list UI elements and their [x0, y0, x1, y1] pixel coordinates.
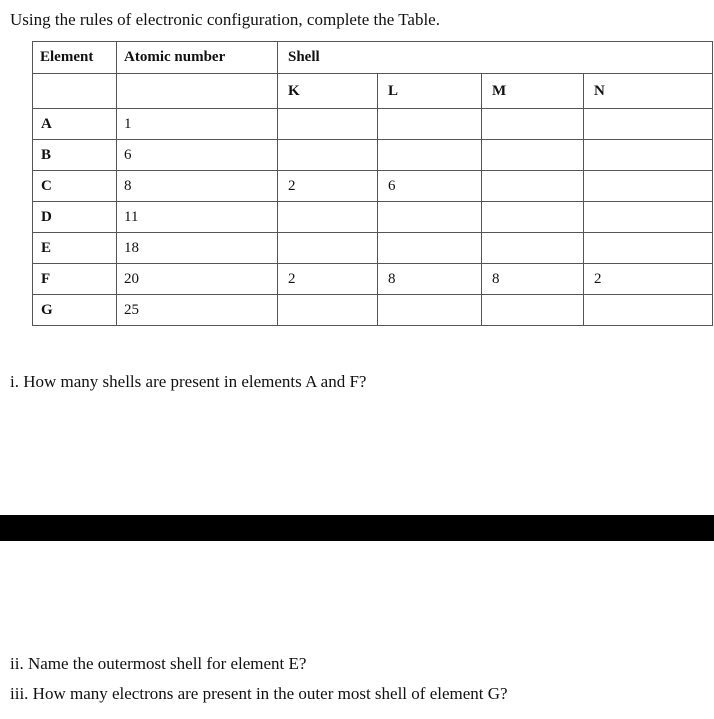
table-row [33, 202, 713, 233]
atomic-number-cell: 18 [117, 233, 278, 264]
atomic-number-cell: 25 [117, 295, 278, 326]
element-cell: D [33, 202, 117, 233]
shell-k-cell: 2 [278, 264, 378, 295]
element-cell: E [33, 233, 117, 264]
atomic-number-cell: 1 [117, 109, 278, 140]
element-cell: C [33, 171, 117, 202]
shell-l-cell [378, 295, 482, 326]
table-row [33, 109, 713, 140]
atomic-number-cell: 8 [117, 171, 278, 202]
atomic-number-column-header: Atomic number [117, 42, 278, 74]
shell-l-cell: 8 [378, 264, 482, 295]
element-cell: B [33, 140, 117, 171]
shell-m-cell: 8 [482, 264, 584, 295]
shell-l-cell [378, 202, 482, 233]
shell-n-cell [584, 140, 713, 171]
shell-n-header: N [584, 74, 713, 109]
element-cell: G [33, 295, 117, 326]
shell-n-cell [584, 202, 713, 233]
shell-column-header: Shell [278, 42, 713, 74]
shell-m-cell [482, 295, 584, 326]
shell-l-cell [378, 233, 482, 264]
table-row [33, 140, 713, 171]
shell-m-cell [482, 140, 584, 171]
shell-m-cell [482, 202, 584, 233]
element-cell: A [33, 109, 117, 140]
shell-m-header: M [482, 74, 584, 109]
atomic-number-cell: 20 [117, 264, 278, 295]
shell-l-cell [378, 109, 482, 140]
instruction-text: Using the rules of electronic configuration, complete the Table. [10, 10, 440, 29]
shell-k-cell: 2 [278, 171, 378, 202]
table-row [33, 295, 713, 326]
shell-k-cell [278, 295, 378, 326]
electronic-configuration-table [32, 41, 713, 326]
shell-l-cell [378, 140, 482, 171]
empty-header-cell [33, 74, 117, 109]
question-2: ii. Name the outermost shell for element E? [10, 654, 307, 673]
atomic-number-cell: 6 [117, 140, 278, 171]
shell-k-cell [278, 140, 378, 171]
shell-n-cell [584, 295, 713, 326]
question-3: iii. How many electrons are present in the outer most shell of element G? [10, 684, 508, 703]
shell-n-cell [584, 109, 713, 140]
question-1: i. How many shells are present in elements A and F? [10, 372, 367, 391]
element-column-header: Element [33, 42, 117, 74]
atomic-number-cell: 11 [117, 202, 278, 233]
shell-m-cell [482, 171, 584, 202]
shell-m-cell [482, 109, 584, 140]
table-row [33, 233, 713, 264]
empty-header-cell [117, 74, 278, 109]
shell-n-cell: 2 [584, 264, 713, 295]
shell-k-cell [278, 233, 378, 264]
table-row [33, 264, 713, 295]
shell-l-cell: 6 [378, 171, 482, 202]
shell-m-cell [482, 233, 584, 264]
shell-k-cell [278, 202, 378, 233]
shell-k-cell [278, 109, 378, 140]
shell-l-header: L [378, 74, 482, 109]
table-row [33, 171, 713, 202]
shell-n-cell [584, 233, 713, 264]
shell-n-cell [584, 171, 713, 202]
element-cell: F [33, 264, 117, 295]
table-header-row [33, 42, 713, 74]
shell-subheader-row [33, 74, 713, 109]
shell-k-header: K [278, 74, 378, 109]
redaction-bar [0, 515, 714, 541]
